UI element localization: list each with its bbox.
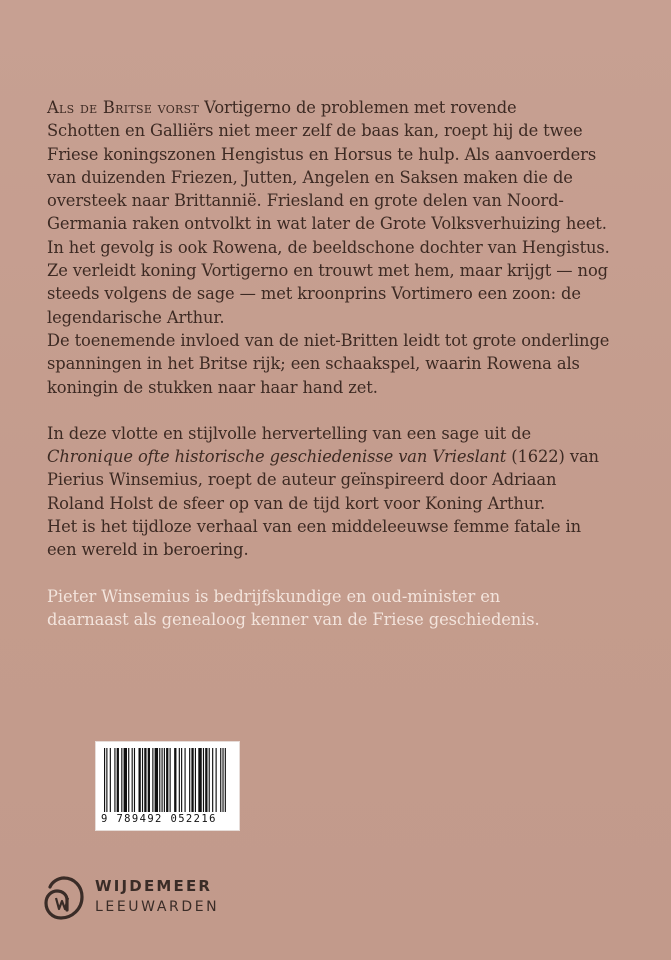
- blurb-paragraph-1: Als de Britse vorst Vortigerno de problemen met rovende Schotten en Galliërs niet meer zelf de baas kan, roept hij de twee Friese koningszonen Hengistus en Horsus te hulp. Als aanvoerders van duizenden Friezen, Jutten, Angelen en Saksen maken die de oversteek naar Brittannië. Friesland en grote delen van Noord- Germania raken ontvolkt in wat later de Grote Volksverhuizing heet. In het gevolg is ook Rowena, de beeldschone dochter van Hengistus. Ze verleidt koning Vortigerno en trouwt met hem, maar krijgt — nog steeds volgens de sage — met kroonprins Vortimero een zoon: de legendarische Arthur.: [47, 98, 610, 327]
- chronicle-title: Chronique ofte historische geschiedenisse van Vrieslant: [47, 447, 507, 467]
- blurb-paragraph-3: In deze vlotte en stijlvolle hervertelling van een sage uit de Chronique ofte historische geschiedenisse van Vrieslant (1622) van Pierius Winsemius, roept de auteur geïnspireerd door Adriaan Roland Holst de sfeer op van de tijd kort voor Koning Arthur. Het is het tijdloze verhaal van een middeleeuwse femme fatale in een wereld in beroering.: [47, 423, 599, 560]
- blurb-paragraph-2: De toenemende invloed van de niet-Britten leidt tot grote onderlinge spanningen in het Britse rijk; een schaakspel, waarin Rowena als koningin de stukken naar haar hand zet.: [47, 330, 610, 397]
- publisher-city: LEEUWARDEN: [95, 899, 220, 915]
- barcode-bars: [102, 748, 233, 812]
- author-bio: Pieter Winsemius is bedrijfskundige en oud-minister en daarnaast als genealoog kenner van de Friese geschiedenis.: [47, 586, 540, 629]
- isbn-number: 9 789492 052216: [101, 813, 217, 825]
- blurb-lead-in: Als de Britse vorst: [47, 98, 200, 117]
- w-logo-icon: [44, 876, 84, 920]
- publisher-name: WIJDEMEER: [95, 877, 213, 895]
- blurb-text: [47, 96, 647, 631]
- isbn-barcode: [95, 741, 240, 831]
